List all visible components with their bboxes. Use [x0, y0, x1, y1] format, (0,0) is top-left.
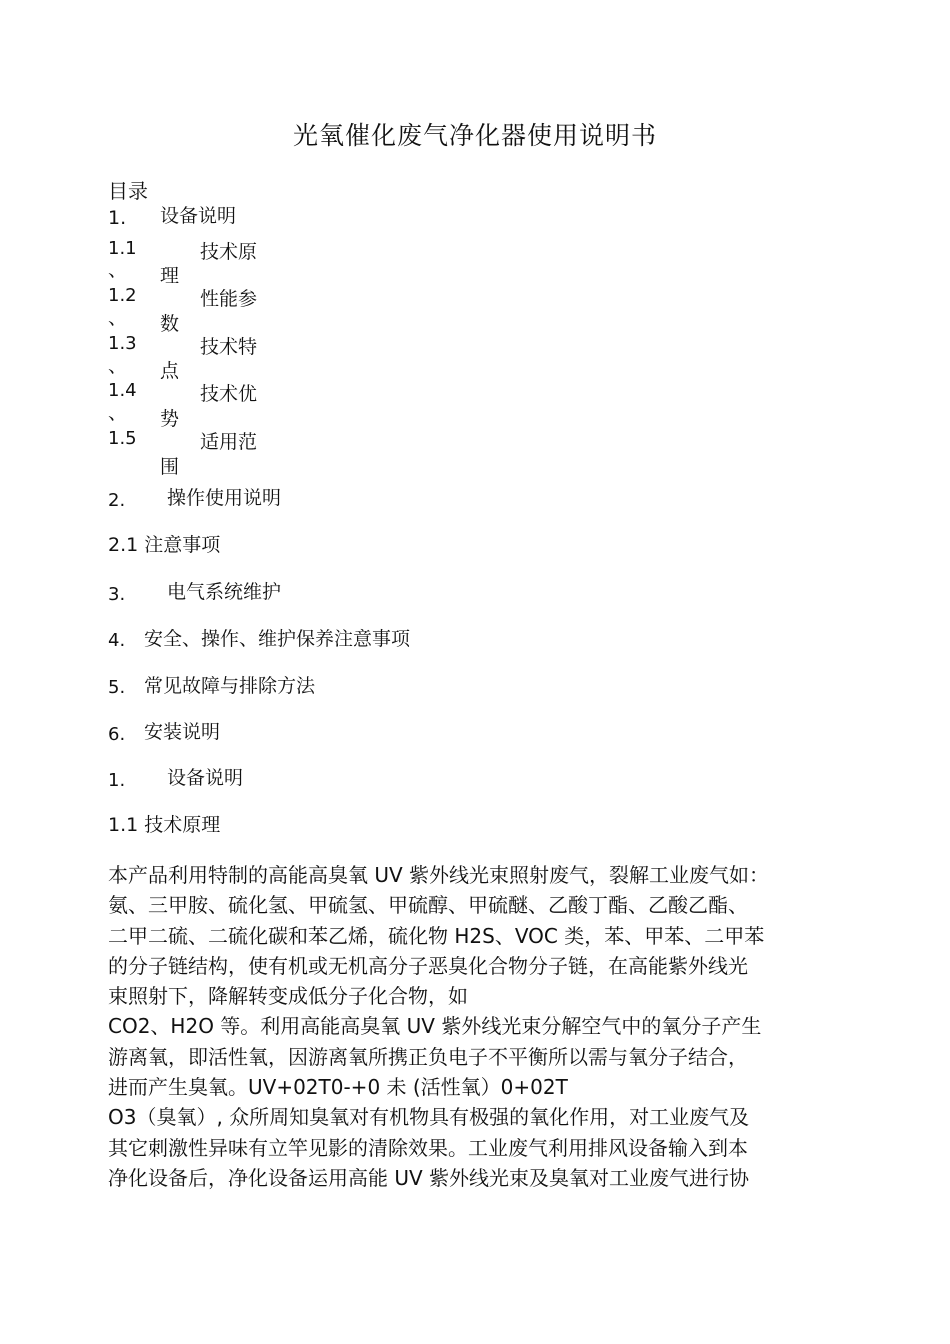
body-line: 进而产生臭氧。UV+02T0-+0 未 (活性氧）0+02T: [108, 1075, 568, 1100]
toc-ch1-label: 设备说明: [160, 205, 237, 227]
toc-sub-1-5-number: 1.5: [108, 428, 137, 449]
toc-ch6-number: 6.: [108, 724, 126, 745]
toc-sub-1-2-separator: 、: [108, 307, 128, 329]
toc-sub-1-5-label: 适用范: [200, 431, 258, 453]
toc-sub-1-3-tail: 点: [160, 360, 180, 382]
toc-ch2-number: 2.: [108, 490, 126, 511]
section-1-heading: 设备说明: [167, 767, 244, 789]
toc-sub-1-5-tail: 围: [160, 456, 180, 478]
body-line: 本产品利用特制的高能高臭氧 UV 紫外线光束照射废气，裂解工业废气如：: [108, 863, 770, 887]
body-line: 净化设备后，净化设备运用高能 UV 紫外线光束及臭氧对工业废气进行协: [108, 1165, 750, 1190]
section-1-1-body: [108, 860, 838, 1193]
toc-sub-1-2-label: 性能参: [200, 288, 258, 310]
toc-sub-1-1-tail: 理: [160, 265, 180, 287]
toc-sub-1-3-number: 1.3: [108, 333, 137, 354]
toc-sub-1-4-tail: 势: [160, 408, 180, 430]
section-1-number: 1.: [108, 770, 126, 791]
body-line: 束照射下，降解转变成低分子化合物，如: [108, 984, 468, 1009]
toc-sub-1-1-label: 技术原: [200, 241, 258, 263]
toc-sub-1-1-separator: 、: [108, 259, 128, 281]
toc-sub-1-4-label: 技术优: [200, 383, 258, 405]
toc-ch3-label: 电气系统维护: [167, 581, 282, 603]
toc-ch4-number: 4.: [108, 630, 126, 651]
toc-sub-1-4-separator: 、: [108, 402, 128, 424]
document-title: 光氧催化废气净化器使用说明书: [292, 121, 657, 150]
toc-ch2-1: 2.1 注意事项: [108, 534, 221, 556]
body-line: 其它刺激性异味有立竿见影的清除效果。工业废气利用排风设备输入到本: [108, 1135, 748, 1160]
toc-ch6-label: 安装说明: [144, 721, 221, 743]
toc-sub-1-2-number: 1.2: [108, 285, 137, 306]
toc-heading: 目录: [108, 179, 148, 203]
body-line: 的分子链结构，使有机或无机高分子恶臭化合物分子链，在高能紫外线光: [108, 953, 748, 978]
body-line: 氨、三甲胺、硫化氢、甲硫氢、甲硫醇、甲硫醚、乙酸丁酯、乙酸乙酯、: [108, 893, 748, 918]
section-1-1-heading: 1.1 技术原理: [108, 814, 221, 836]
toc-ch4-label: 安全、操作、维护保养注意事项: [144, 628, 411, 650]
toc-ch1-number: 1.: [108, 207, 127, 229]
body-line: 二甲二硫、二硫化碳和苯乙烯，硫化物 H2S、VOC 类，苯、甲苯、二甲苯: [108, 923, 765, 948]
body-line: CO2、H2O 等。利用高能高臭氧 UV 紫外线光束分解空气中的氧分子产生: [108, 1014, 762, 1039]
body-line: O3（臭氧）, 众所周知臭氧对有机物具有极强的氧化作用，对工业废气及: [108, 1105, 750, 1130]
toc-ch2-label: 操作使用说明: [167, 487, 282, 509]
toc-ch5-label: 常见故障与排除方法: [144, 675, 316, 697]
toc-sub-1-3-label: 技术特: [200, 336, 258, 358]
toc-ch5-number: 5.: [108, 677, 126, 698]
toc-ch3-number: 3.: [108, 584, 126, 605]
toc-sub-1-1-number: 1.1: [108, 238, 137, 259]
body-line: 游离氧，即活性氧，因游离氧所携正负电子不平衡所以需与氧分子结合，: [108, 1044, 748, 1069]
toc-sub-1-2-tail: 数: [160, 313, 180, 335]
toc-sub-1-3-separator: 、: [108, 355, 128, 377]
toc-sub-1-4-number: 1.4: [108, 380, 137, 401]
